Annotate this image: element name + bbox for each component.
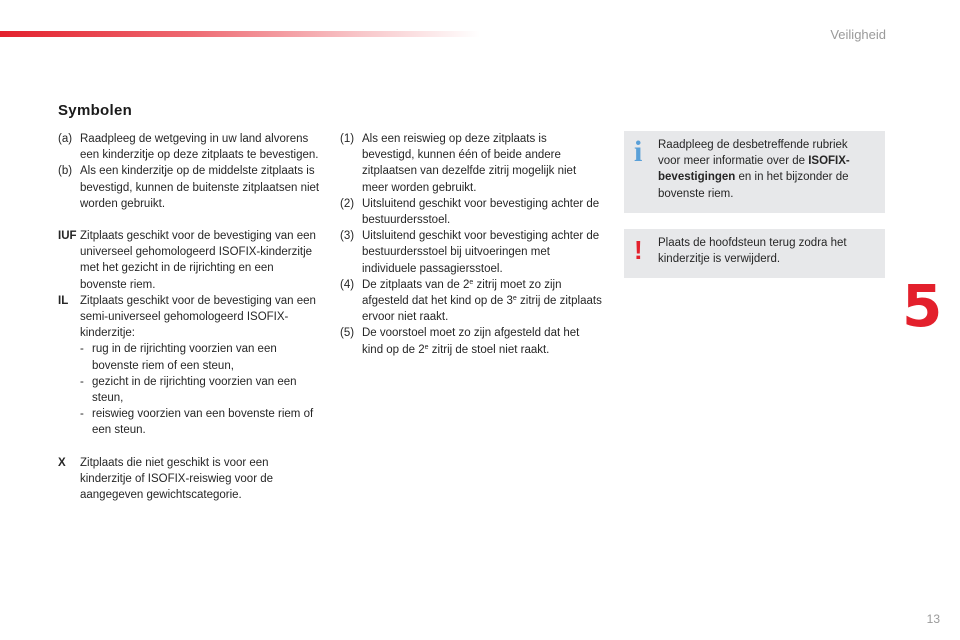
info-icon: i [634,135,643,168]
footnote-label: (3) [340,230,355,243]
info-note-text: Raadpleeg de desbetreffende rubriek voor meer informatie over de ISOFIX-bevestigingen en in het bijzonder de bovenste riem. [658,139,850,200]
footnote-label: (2) [340,197,355,210]
symbol-item-b [58,163,320,212]
symbol-label: (b) [58,165,73,178]
footnote-3 [340,228,602,277]
symbol-text: Zitplaats die niet geschikt is voor een kinderzitje of ISOFIX-reiswieg voor de aangegeven gewichtscategorie. [80,456,274,502]
symbol-label: IL [58,294,69,307]
symbol-item-x [58,455,320,504]
footnote-text: Als een reiswieg op deze zitplaats is bevestigd, kunnen één of beide andere zitplaatsen van dezelfde zitrij mogelijk niet meer worden gebruikt. [362,133,577,194]
chapter-number: 5 [902,272,943,340]
footnote-4 [340,277,602,326]
warning-note [624,229,885,278]
symbol-item-iuf [58,228,320,293]
footnote-label: (4) [340,278,355,291]
symbol-item-a [58,131,320,163]
list-item: - rug in de rijrichting voorzien van een bovenste riem of een steun, [80,343,277,372]
footnote-label: (5) [340,327,355,340]
footnote-label: (1) [340,133,355,145]
symbols-column-left [58,131,320,503]
footnote-1 [340,131,602,196]
page-heading: Symbolen [58,102,133,119]
page-number: 13 [926,612,940,626]
symbol-label: (a) [58,133,73,145]
symbol-label: X [58,456,66,469]
footnote-text: Uitsluitend geschikt voor bevestiging achter de bestuurdersstoel. [362,197,600,227]
list-item: - gezicht in de rijrichting voorzien van een steun, [80,375,297,405]
symbol-text: Als een kinderzitje op de middelste zitplaats is bevestigd, kunnen de buitenste zitplaatsen niet worden gebruikt. [80,165,320,210]
warning-note-text: Plaats de hoofdsteun terug zodra het kinderzitje is verwijderd. [658,237,847,266]
footnotes-column [340,131,602,358]
warning-icon: ! [634,235,643,265]
symbol-text: Zitplaats geschikt voor de bevestiging van een semi-universeel gehomologeerd ISOFIX-kinderzitje: [80,294,316,340]
footnote-2 [340,196,602,228]
symbol-text: Zitplaats geschikt voor de bevestiging van een universeel gehomologeerd ISOFIX-kinderzitje met het gezicht in de rijrichting en een bovenste riem. [80,230,316,291]
symbol-text: Raadpleeg de wetgeving in uw land alvorens een kinderzitje op deze zitplaats te bevestigen. [80,133,319,162]
footnote-5 [340,325,602,357]
header-accent-bar [0,31,480,37]
footnote-text: De voorstoel moet zo zijn afgesteld dat het kind op de 2e zitrij de stoel niet raakt. [362,327,580,356]
info-note [624,131,885,213]
footnote-text: De zitplaats van de 2e zitrij moet zo zijn afgesteld dat het kind op de 3e zitrij de zitplaats ervoor niet raakt. [362,278,602,324]
list-item: - reiswieg voorzien van een bovenste riem of een steun. [80,408,314,437]
section-title: Veiligheid [830,27,886,42]
symbol-label: IUF [58,230,77,243]
footnote-text: Uitsluitend geschikt voor bevestiging achter de bestuurdersstoel bij uitvoeringen met individuele passagiersstoel. [362,230,600,275]
symbol-item-il [58,293,320,439]
